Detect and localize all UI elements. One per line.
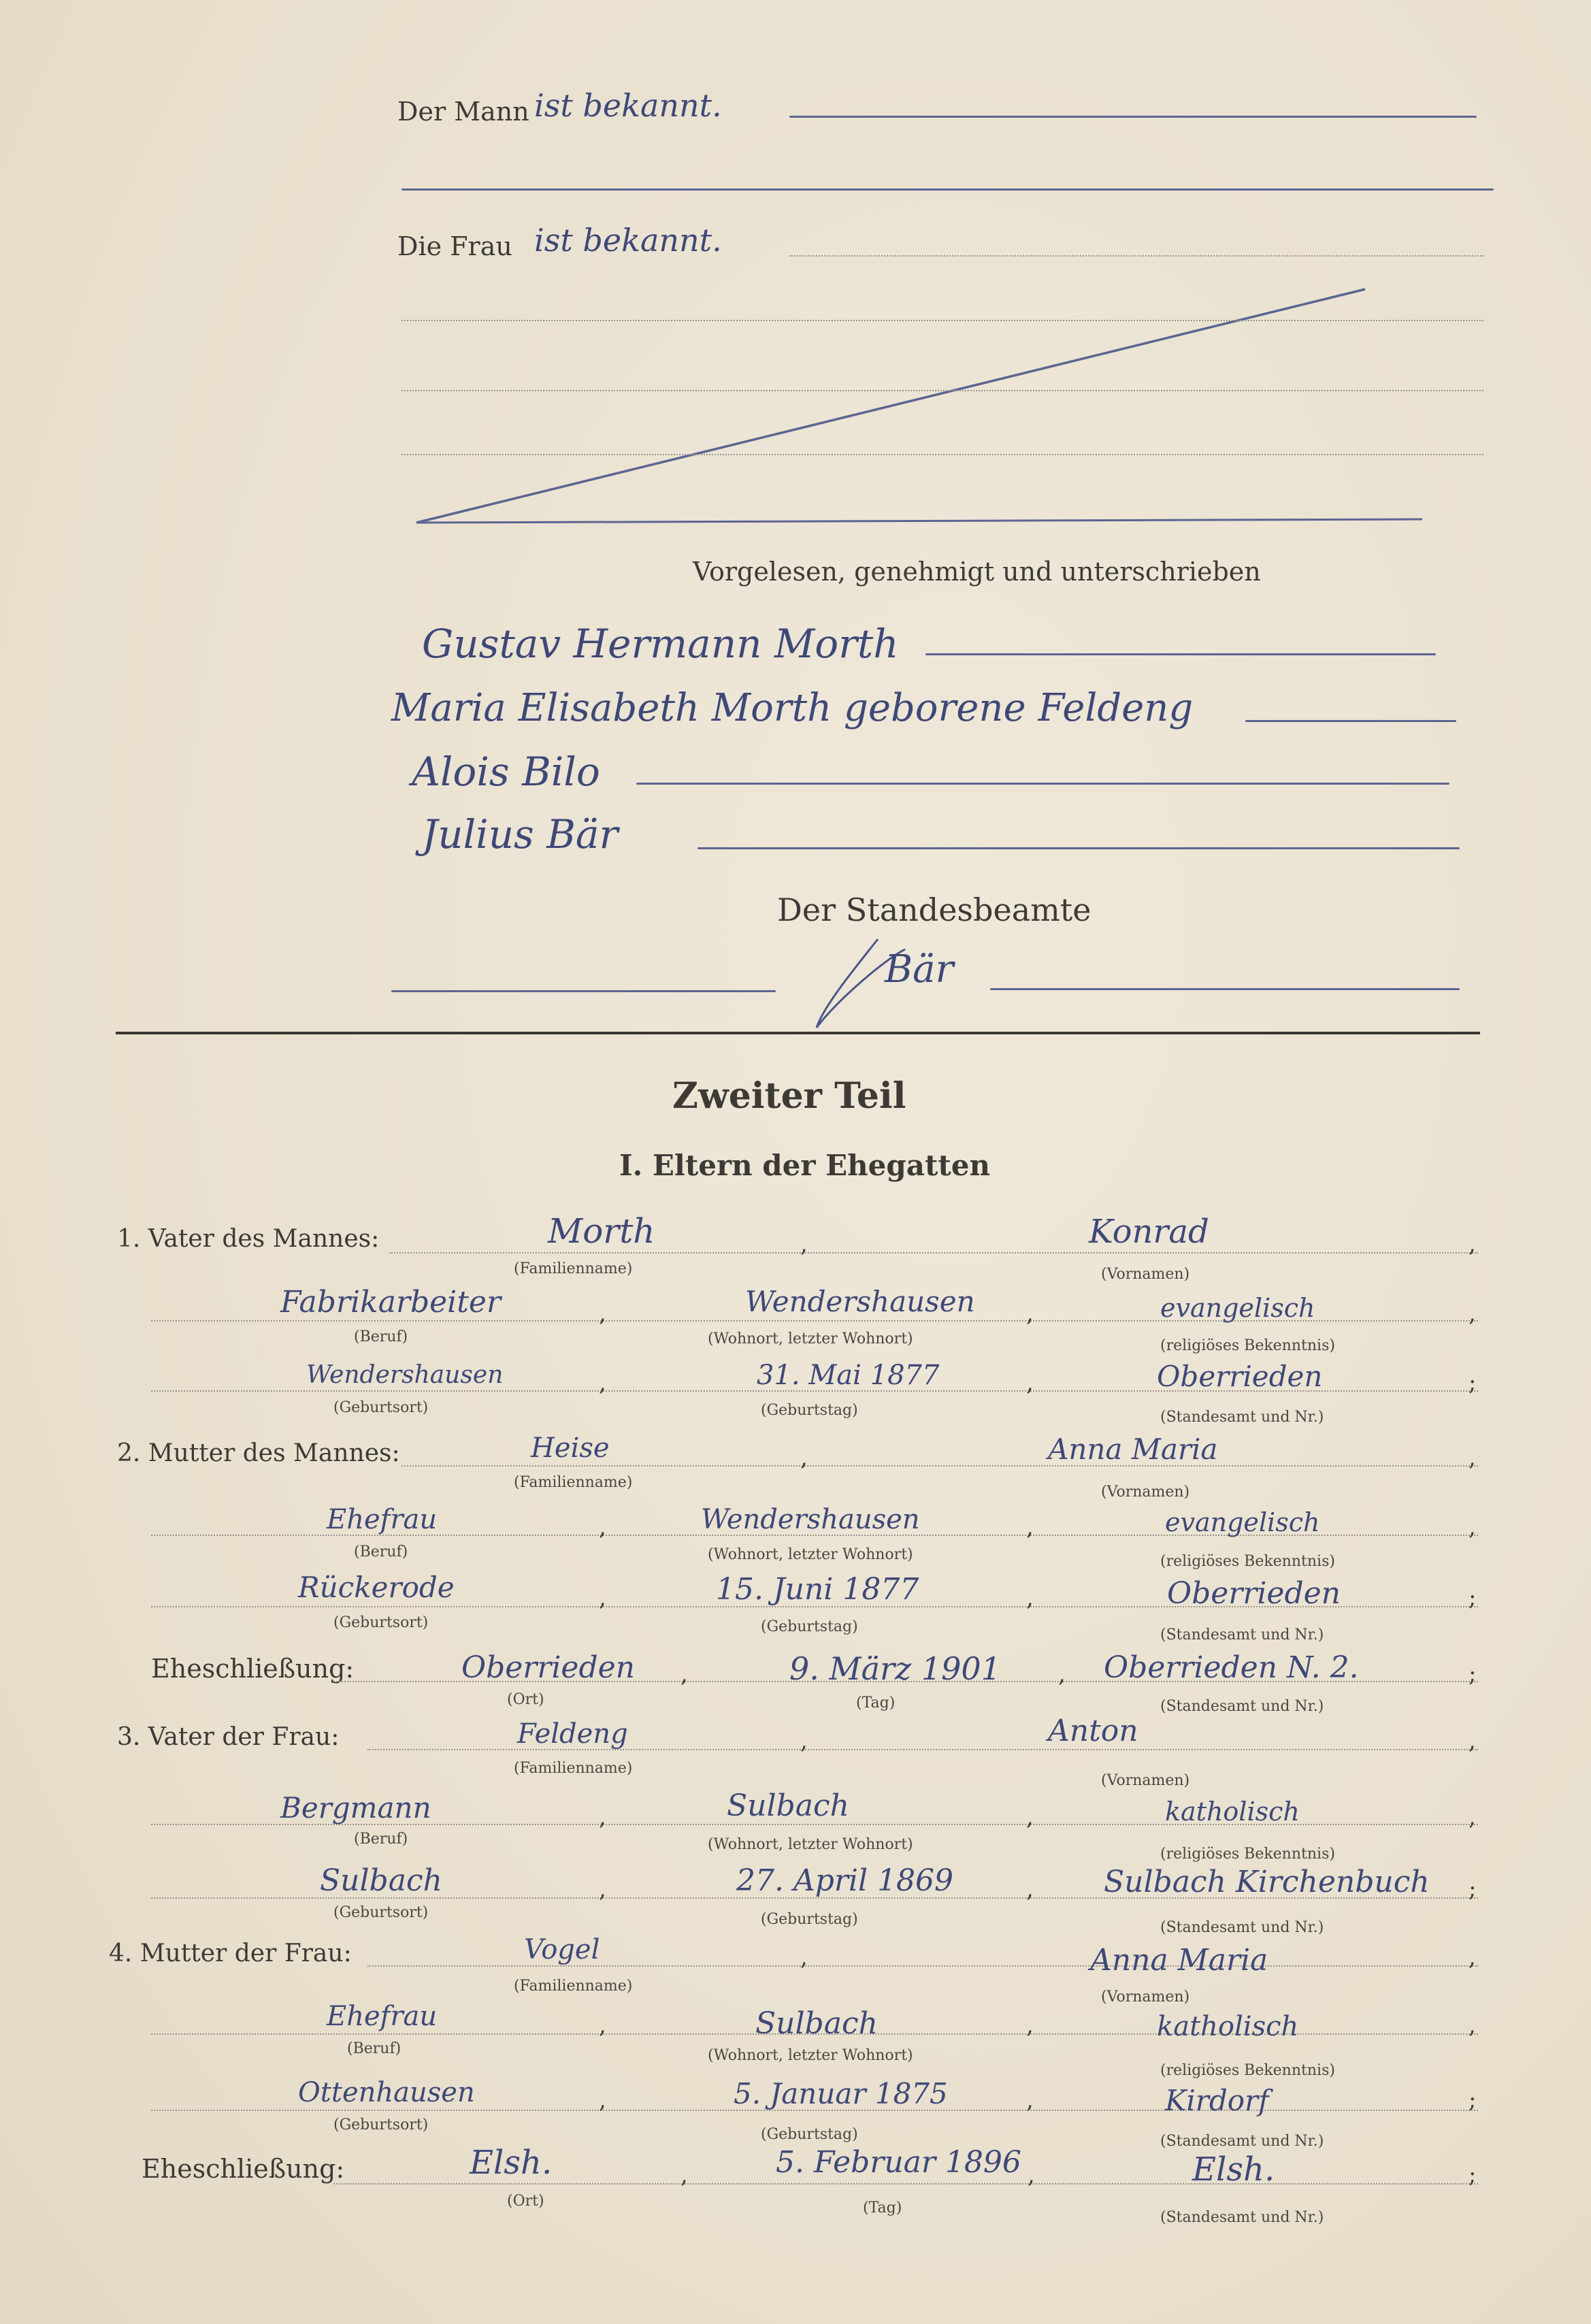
person1-geburtstag-caption: (Geburtstag) [761,1402,858,1419]
person1-vornamen: Konrad [1089,1213,1209,1251]
frau-dotline-1 [789,255,1483,257]
person3-geburtsort: Sulbach [320,1863,442,1898]
mann-ink-line [789,116,1477,118]
marriage1-label: Eheschließung: [151,1654,355,1684]
person2-heading: 2. Mutter des Mannes: [117,1439,400,1467]
person1-familienname-caption: (Familienname) [514,1260,633,1277]
person2-familienname: Heise [531,1433,610,1464]
signature-witness-1: Alois Bilo [412,749,600,795]
person2-beruf-caption: (Beruf) [354,1543,408,1560]
person1-familienname: Morth [548,1211,655,1251]
signature-groom: Gustav Hermann Morth [422,621,899,667]
person4-beruf: Ehefrau [327,2001,438,2032]
person2-vornamen-caption: (Vornamen) [1101,1484,1190,1501]
person3-beruf-caption: (Beruf) [354,1831,408,1848]
person1-beruf: Fabrikarbeiter [280,1285,502,1320]
person3-wohnort: Sulbach [727,1788,849,1823]
marriage2-label: Eheschließung: [142,2154,345,2184]
registrar-line-right [990,988,1460,990]
registrar-line-left [391,990,776,992]
person1-wohnort: Wendershausen [745,1285,975,1318]
person2-bekenntnis-caption: (religiöses Bekenntnis) [1160,1553,1335,1570]
person4-wohnort-caption: (Wohnort, letzter Wohnort) [708,2047,913,2064]
person3-familienname-caption: (Familienname) [514,1760,633,1777]
part2-title: Zweiter Teil [672,1075,906,1117]
person2-familienname-caption: (Familienname) [514,1474,633,1491]
person1-bekenntnis-caption: (religiöses Bekenntnis) [1160,1337,1335,1354]
person3-geburtsort-caption: (Geburtsort) [333,1904,429,1921]
mann-value: ist bekannt. [534,87,722,124]
signature-line-4 [698,847,1460,849]
person3-standesamt-caption: (Standesamt und Nr.) [1160,1919,1324,1936]
person2-geburtsort: Rückerode [298,1571,455,1604]
marriage1-standesamt-caption: (Standesamt und Nr.) [1160,1698,1324,1715]
marriage2-dotline [333,2183,1478,2184]
person4-standesamt: Kirdorf [1165,2084,1269,2117]
frau-dotline-2 [401,320,1483,321]
person3-standesamt: Sulbach Kirchenbuch [1104,1865,1430,1899]
person3-bekenntnis-caption: (religiöses Bekenntnis) [1160,1846,1335,1863]
marriage2-standesamt: Elsh. [1192,2150,1275,2189]
strike-base-line [416,519,1422,523]
person4-heading: 4. Mutter der Frau: [109,1940,352,1967]
marriage2-tag-caption: (Tag) [863,2199,902,2216]
signature-witness-2: Julius Bär [422,811,619,857]
mann-label: Der Mann [397,97,529,127]
person4-geburtstag: 5. Januar 1875 [734,2077,948,2110]
frau-dotline-4 [401,454,1483,455]
signature-line-1 [925,653,1436,655]
person2-vornamen: Anna Maria [1048,1433,1218,1466]
person1-beruf-caption: (Beruf) [354,1328,408,1345]
signature-line-2 [1245,720,1456,722]
person3-wohnort-caption: (Wohnort, letzter Wohnort) [708,1836,913,1853]
registrar-label: Der Standesbeamte [777,891,1092,928]
person3-familienname: Feldeng [517,1718,628,1750]
person1-geburtsort: Wendershausen [306,1361,504,1389]
person2-geburtsort-caption: (Geburtsort) [333,1614,429,1631]
person4-vornamen: Anna Maria [1090,1943,1268,1978]
person4-familienname: Vogel [524,1934,600,1965]
marriage2-standesamt-caption: (Standesamt und Nr.) [1160,2209,1324,2226]
person3-geburtstag-caption: (Geburtstag) [761,1911,858,1928]
person3-bekenntnis: katholisch [1165,1797,1300,1827]
marriage1-standesamt: Oberrieden N. 2. [1104,1650,1359,1685]
signature-line-3 [636,783,1449,785]
person4-familienname-caption: (Familienname) [514,1978,633,1995]
person1-vornamen-caption: (Vornamen) [1101,1266,1190,1283]
marriage1-ort: Oberrieden [461,1650,635,1685]
person2-geburtstag-caption: (Geburtstag) [761,1618,858,1635]
registrar-signature: Bär [885,947,954,992]
person1-bekenntnis: evangelisch [1160,1293,1315,1323]
marriage1-tag: 9. März 1901 [789,1650,1001,1687]
person1-standesamt-caption: (Standesamt und Nr.) [1160,1409,1324,1426]
marriage2-ort-caption: (Ort) [507,2193,544,2210]
person3-geburtstag: 27. April 1869 [736,1863,954,1898]
read-approved-text: Vorgelesen, genehmigt und unterschrieben [693,557,1261,587]
marriage1-tag-caption: (Tag) [856,1695,896,1712]
person4-dotline-a [367,1965,1478,1967]
person1-wohnort-caption: (Wohnort, letzter Wohnort) [708,1330,913,1347]
section-divider [116,1032,1480,1034]
marriage1-ort-caption: (Ort) [507,1691,544,1708]
person4-beruf-caption: (Beruf) [347,2040,401,2057]
frau-value: ist bekannt. [534,222,722,259]
person4-standesamt-caption: (Standesamt und Nr.) [1160,2133,1324,2150]
signature-bride: Maria Elisabeth Morth geborene Feldeng [391,686,1194,730]
marriage2-ort: Elsh. [470,2144,553,2182]
person2-standesamt-caption: (Standesamt und Nr.) [1160,1626,1324,1643]
person2-beruf: Ehefrau [327,1504,438,1535]
person4-geburtsort-caption: (Geburtsort) [333,2116,429,2133]
strike-through-line [416,289,1365,523]
person4-vornamen-caption: (Vornamen) [1101,1989,1190,2006]
frau-label: Die Frau [397,231,512,261]
frau-dotline-3 [401,390,1483,391]
person4-bekenntnis-caption: (religiöses Bekenntnis) [1160,2062,1335,2079]
person4-geburtstag-caption: (Geburtstag) [761,2126,858,2143]
person1-geburtstag: 31. Mai 1877 [757,1360,940,1391]
person3-vornamen: Anton [1048,1714,1138,1748]
person1-geburtsort-caption: (Geburtsort) [333,1399,429,1416]
person3-beruf: Bergmann [280,1791,431,1824]
person2-standesamt: Oberrieden [1167,1576,1341,1611]
person1-standesamt: Oberrieden [1157,1360,1323,1393]
person4-bekenntnis: katholisch [1157,2011,1299,2042]
marriage2-tag: 5. Februar 1896 [776,2145,1021,2180]
person2-dotline-a [401,1465,1478,1467]
person1-heading: 1. Vater des Mannes: [117,1225,380,1253]
person2-bekenntnis: evangelisch [1165,1507,1320,1537]
person4-wohnort: Sulbach [755,2006,878,2041]
person1-dotline-a [389,1252,1478,1254]
person3-heading: 3. Vater der Frau: [117,1723,340,1751]
person2-geburtstag: 15. Juni 1877 [716,1572,919,1607]
person2-wohnort: Wendershausen [701,1504,920,1535]
mann-ink-line-2 [401,189,1494,191]
person3-vornamen-caption: (Vornamen) [1101,1772,1190,1789]
person4-geburtsort: Ottenhausen [298,2077,475,2108]
part2-subtitle: I. Eltern der Ehegatten [619,1149,991,1182]
person2-wohnort-caption: (Wohnort, letzter Wohnort) [708,1546,913,1563]
